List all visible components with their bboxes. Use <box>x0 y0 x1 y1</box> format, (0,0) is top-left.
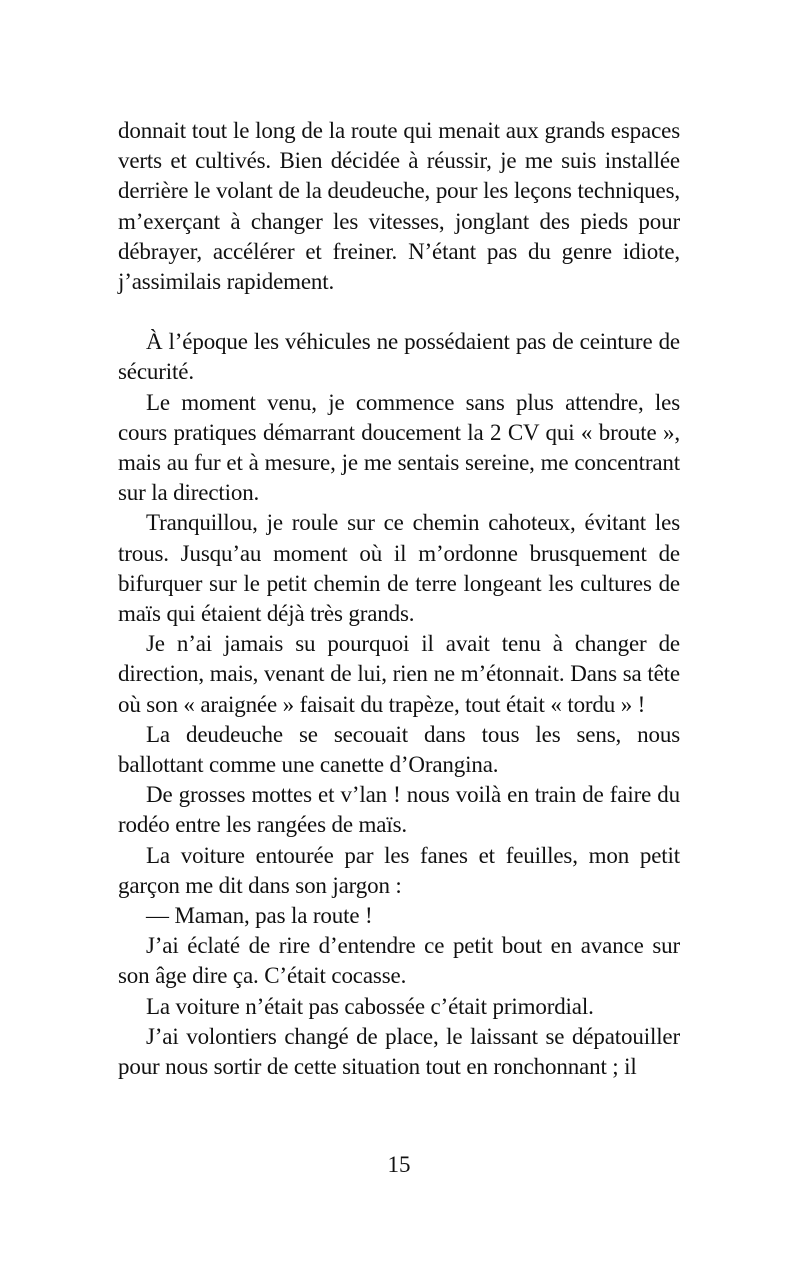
paragraph: La deudeuche se secouait dans tous les sens, nous ballottant comme une canette d’Orangina. <box>118 721 680 778</box>
paragraph: La voiture n’était pas cabossée c’était primordial. <box>146 993 594 1019</box>
paragraph: Je n’ai jamais su pourquoi il avait tenu à changer de direction, mais, venant de lui, rien ne m’étonnait. Dans sa tête où son « araignée » faisait du trapèze, tout était « tordu » ! <box>118 631 680 717</box>
body-text <box>118 116 680 1082</box>
dialogue-line: — Maman, pas la route ! <box>146 903 373 929</box>
paragraph: donnait tout le long de la route qui menait aux grands espaces verts et cultivés. Bien décidée à réussir, je me suis installée derrière le volant de la deudeuche, pour les leçons techniques, m’exerçant à changer les vitesses, jonglant des pieds pour débrayer, accélérer et freiner. N’étant pas du genre idiote, j’assimilais rapidement. <box>118 118 680 295</box>
paragraph: Le moment venu, je commence sans plus attendre, les cours pratiques démarrant doucement la 2 CV qui « broute », mais au fur et à mesure, je me sentais sereine, me concentrant sur la direction. <box>118 389 680 506</box>
page-number: 15 <box>387 1152 411 1177</box>
paragraph: De grosses mottes et v’lan ! nous voilà en train de faire du rodéo entre les rangées de maïs. <box>118 782 680 838</box>
paragraph: Tranquillou, je roule sur ce chemin cahoteux, évitant les trous. Jusqu’au moment où il m’ordonne brusquement de bifurquer sur le petit chemin de terre longeant les cultures de maïs qui étaient déjà très grands. <box>118 510 680 627</box>
paragraph: J’ai éclaté de rire d’entendre ce petit bout en avance sur son âge dire ça. C’était cocasse. <box>118 933 680 989</box>
paragraph: À l’époque les véhicules ne possédaient pas de ceinture de sécurité. <box>118 329 680 385</box>
paragraph: La voiture entourée par les fanes et feuilles, mon petit garçon me dit dans son jargon : <box>118 842 680 898</box>
paragraph: J’ai volontiers changé de place, le laissant se dépatouiller pour nous sortir de cette situation tout en ronchonnant ; il <box>118 1023 680 1080</box>
